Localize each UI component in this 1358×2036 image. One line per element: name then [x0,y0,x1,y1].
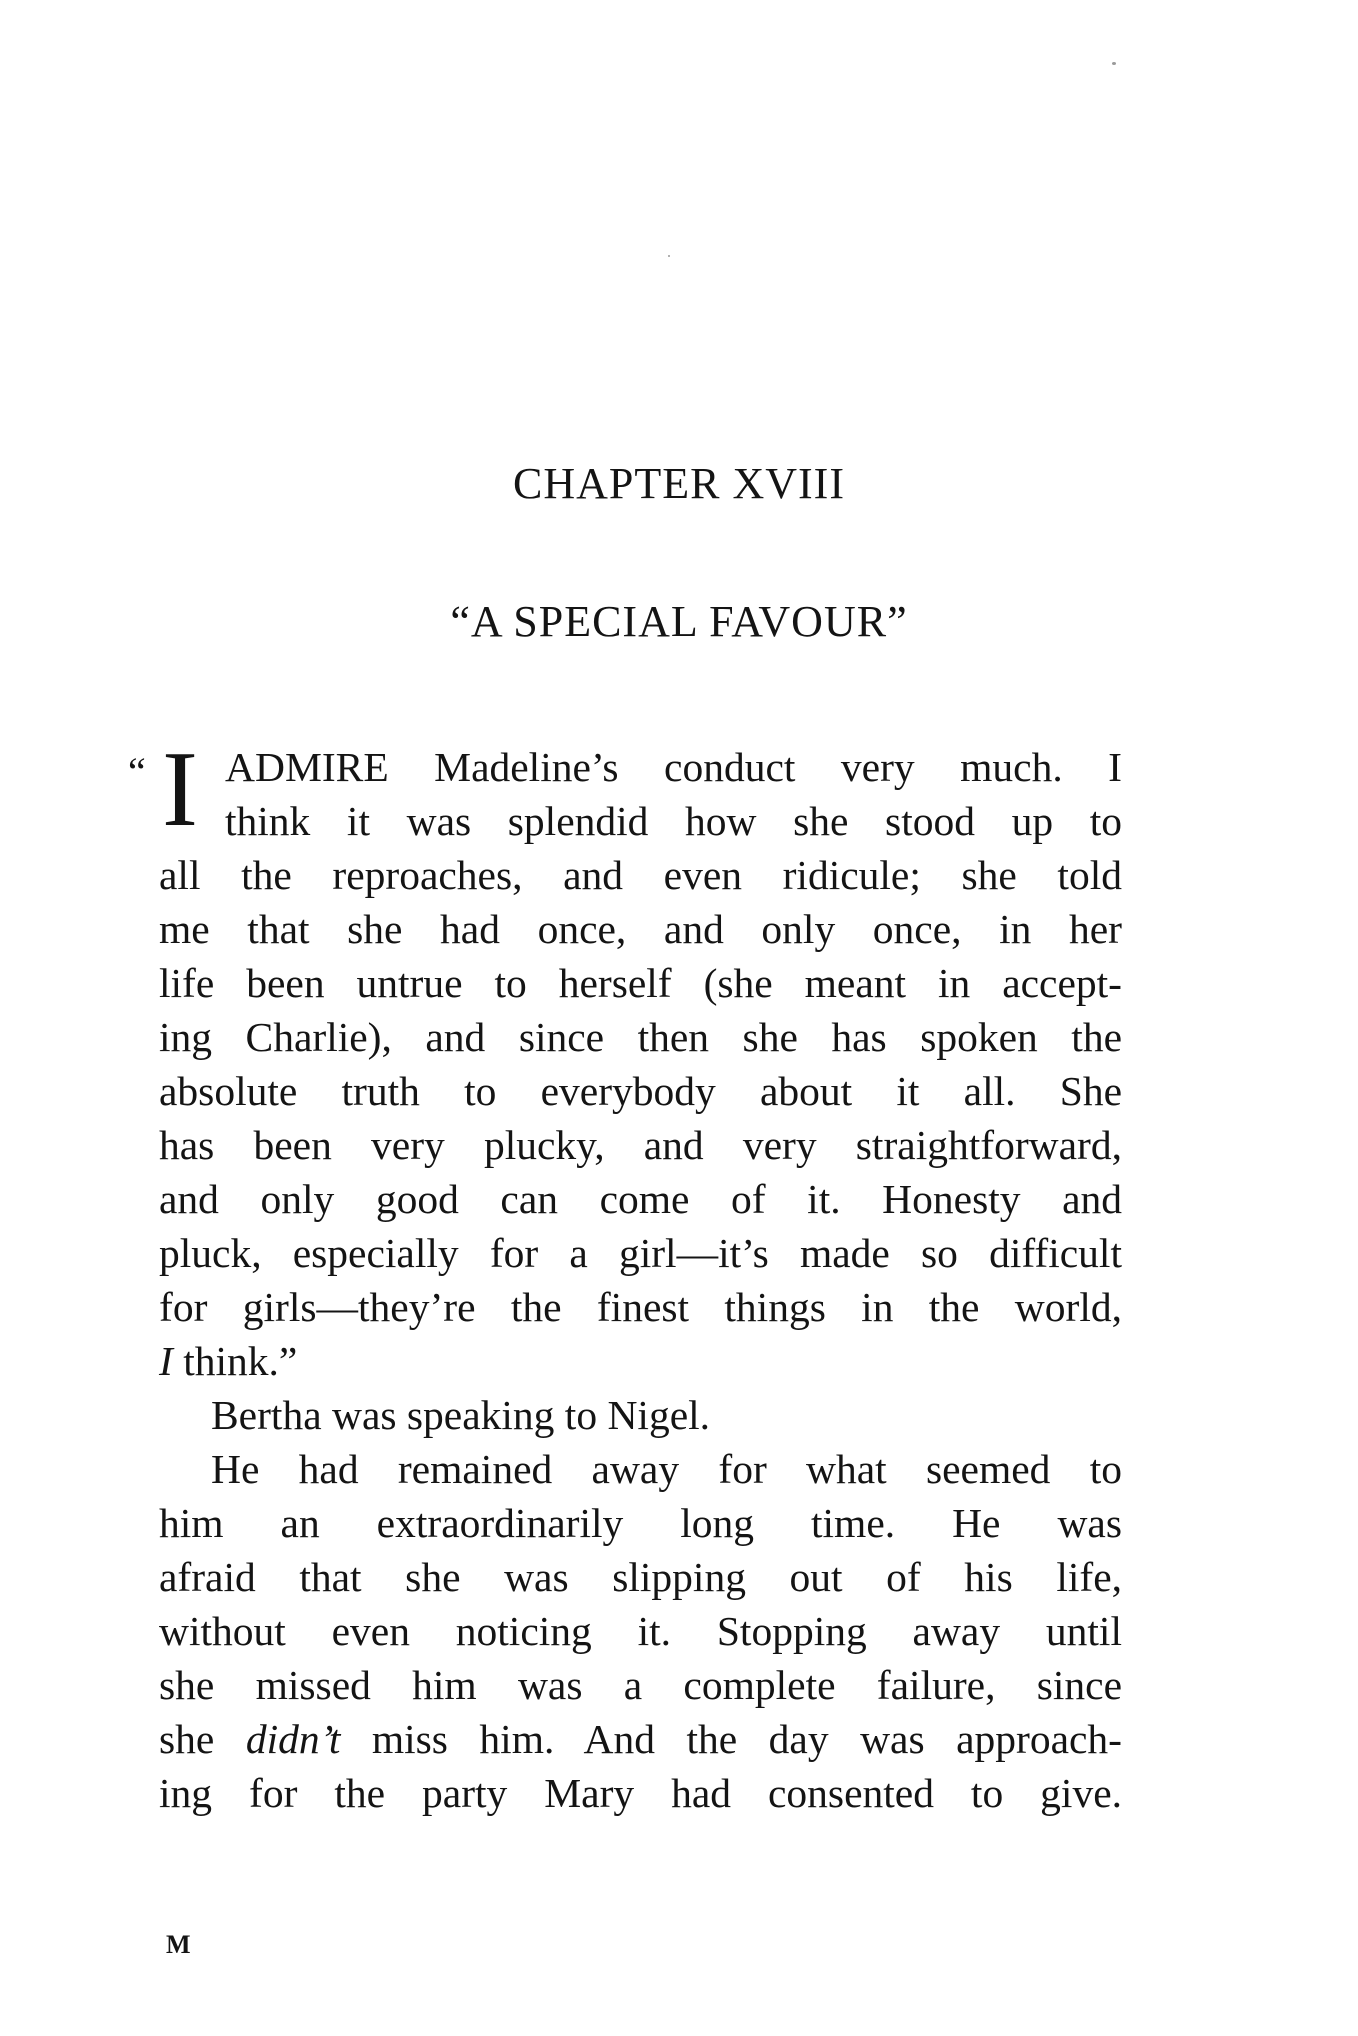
text-line: Bertha was speaking to Nigel. [211,1392,711,1438]
text-line: him an extraordinarily long time. He was [159,1500,1122,1546]
ink-speck [1112,62,1116,65]
text-line: without even noticing it. Stopping away until [159,1608,1122,1654]
chapter-title: “A SPECIAL FAVOUR” [450,597,908,646]
text-line: she missed him was a complete failure, since [159,1662,1122,1708]
text-line: ing for the party Mary had consented to give. [159,1770,1122,1816]
text-line: for girls—they’re the finest things in the world, [159,1284,1122,1330]
text-line [159,1712,1122,1766]
text-line: ADMIRE Madeline’s conduct very much. I [225,744,1122,790]
text-line: ing Charlie), and since then she has spoken the [159,1014,1122,1060]
text-line: and only good can come of it. Honesty and [159,1176,1122,1222]
text-line: has been very plucky, and very straightforward, [159,1122,1122,1168]
text-line: me that she had once, and only once, in her [159,906,1122,952]
text-line: pluck, especially for a girl—it’s made so difficult [159,1230,1122,1276]
text-line: He had remained away for what seemed to [211,1446,1122,1492]
opening-quote-mark: “ [128,749,146,794]
text-fragment: think.” [172,1338,298,1384]
italic-word: I [159,1338,173,1384]
drop-cap-letter: I [162,730,198,849]
text-line: all the reproaches, and even ridicule; she told [159,852,1122,898]
text-line: absolute truth to everybody about it all. She [159,1068,1122,1114]
text-line: life been untrue to herself (she meant in accept- [159,960,1122,1006]
signature-mark: M [166,1930,192,1959]
text-fragment: she [159,1716,246,1762]
text-fragment: miss him. And the day was approach- [340,1716,1122,1762]
ink-speck [668,255,670,257]
text-line: think it was splendid how she stood up to [225,798,1122,844]
text-line: afraid that she was slipping out of his life, [159,1554,1122,1600]
chapter-number: CHAPTER XVIII [513,459,845,508]
text-line [159,1334,1122,1388]
italic-word: didn’t [245,1716,341,1762]
